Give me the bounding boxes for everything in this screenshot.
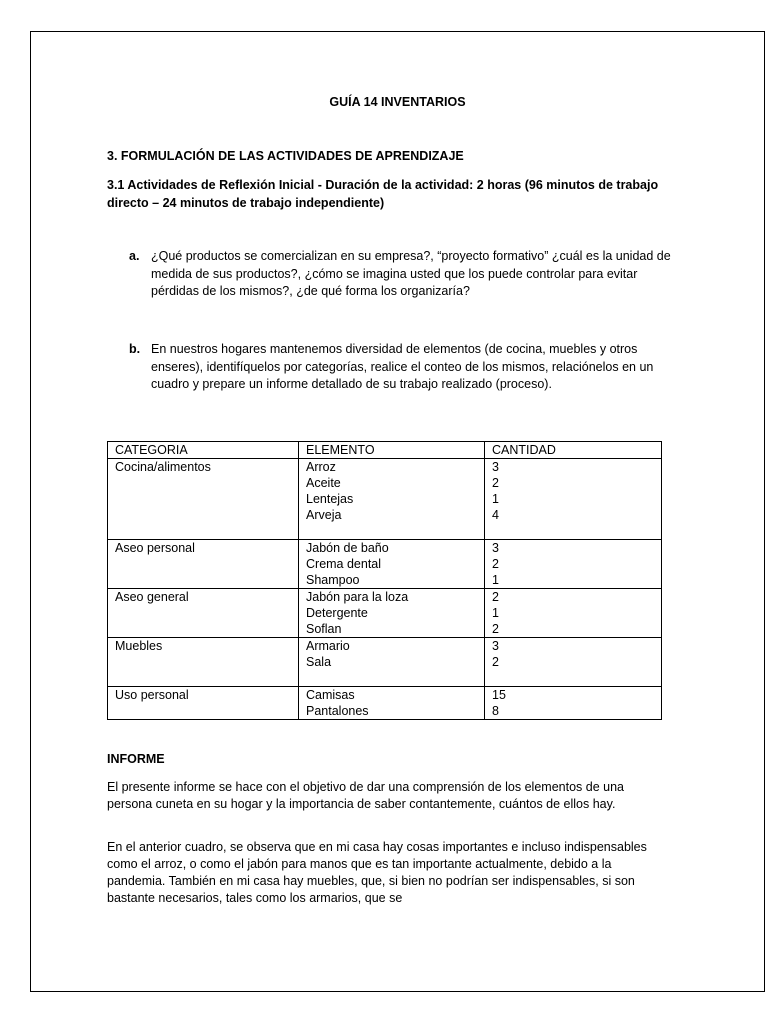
element-cell bbox=[299, 687, 485, 720]
informe-heading: INFORME bbox=[107, 752, 165, 766]
element-name: Soflan bbox=[306, 622, 342, 636]
category-cell: Aseo personal bbox=[108, 540, 299, 589]
element-name: Shampoo bbox=[306, 573, 360, 587]
item-text: En nuestros hogares mantenemos diversidad de elementos (de cocina, muebles y otros enseres), identifíquelos por categorías, realice el conteo de los mismos, relaciónelos en un cuadro y prepare un informe detallado de su trabajo realizado (proceso). bbox=[151, 342, 654, 391]
paragraph: El presente informe se hace con el objetivo de dar una comprensión de los elementos de una persona cuneta en su hogar y la importancia de saber contantemente, cuántos de ellos hay. bbox=[107, 780, 624, 811]
table-row bbox=[108, 638, 662, 687]
table-row bbox=[108, 589, 662, 638]
document-title: GUÍA 14 INVENTARIOS bbox=[329, 95, 466, 109]
quantity-value: 2 bbox=[492, 655, 499, 669]
category-cell: Aseo general bbox=[108, 589, 299, 638]
element-name: Arroz bbox=[306, 460, 336, 474]
item-label: a. bbox=[129, 249, 140, 263]
quantity-cell bbox=[485, 540, 662, 589]
element-name: Armario bbox=[306, 639, 350, 653]
quantity-value: 1 bbox=[492, 606, 499, 620]
element-cell bbox=[299, 589, 485, 638]
document-page bbox=[30, 31, 765, 992]
element-name bbox=[306, 523, 478, 539]
inventory-table bbox=[107, 441, 662, 720]
category-cell: Muebles bbox=[108, 638, 299, 687]
category-cell: Cocina/alimentos bbox=[108, 459, 299, 540]
quantity-cell bbox=[485, 687, 662, 720]
column-header-element: ELEMENTO bbox=[299, 442, 485, 459]
element-name: Jabón para la loza bbox=[306, 590, 409, 604]
element-name: Lentejas bbox=[306, 492, 354, 506]
element-name: Jabón de baño bbox=[306, 541, 389, 555]
table-row bbox=[108, 459, 662, 540]
quantity-cell bbox=[485, 638, 662, 687]
table-row bbox=[108, 687, 662, 720]
paragraph: En el anterior cuadro, se observa que en mi casa hay cosas importantes e incluso indispensables como el arroz, o como el jabón para manos que es tan importante actualmente, debido a la pandemia. También en mi casa hay muebles, que, si bien no podrían ser indispensables, si son bastante necesarios, tales como los armarios, que se bbox=[107, 840, 647, 905]
quantity-value: 15 bbox=[492, 688, 506, 702]
quantity-value bbox=[492, 523, 655, 539]
element-name bbox=[306, 670, 478, 686]
quantity-value: 2 bbox=[492, 476, 499, 490]
element-name: Pantalones bbox=[306, 704, 369, 718]
table-body bbox=[108, 459, 662, 720]
category-cell: Uso personal bbox=[108, 687, 299, 720]
element-cell bbox=[299, 638, 485, 687]
element-name: Aceite bbox=[306, 476, 341, 490]
quantity-value: 1 bbox=[492, 573, 499, 587]
element-name: Detergente bbox=[306, 606, 368, 620]
quantity-cell bbox=[485, 589, 662, 638]
quantity-value: 4 bbox=[492, 508, 499, 522]
subsection-heading: 3.1 Actividades de Reflexión Inicial - Duración de la actividad: 2 horas (96 minutos de trabajo directo – 24 minutos de trabajo independiente) bbox=[107, 178, 659, 210]
element-cell bbox=[299, 540, 485, 589]
quantity-value: 1 bbox=[492, 492, 499, 506]
section-heading: 3. FORMULACIÓN DE LAS ACTIVIDADES DE APRENDIZAJE bbox=[107, 149, 464, 163]
element-name: Crema dental bbox=[306, 557, 382, 571]
quantity-value: 3 bbox=[492, 460, 499, 474]
item-text: ¿Qué productos se comercializan en su empresa?, “proyecto formativo” ¿cuál es la unidad de medida de sus productos?, ¿cómo se imagina usted que los puede controlar para evitar pérdidas de los mismos?, ¿de qué forma los organizaría? bbox=[151, 249, 671, 298]
quantity-value: 2 bbox=[492, 557, 499, 571]
element-name: Camisas bbox=[306, 688, 355, 702]
quantity-value: 2 bbox=[492, 622, 499, 636]
quantity-cell bbox=[485, 459, 662, 540]
element-name: Sala bbox=[306, 655, 332, 669]
quantity-value: 2 bbox=[492, 590, 499, 604]
element-cell bbox=[299, 459, 485, 540]
quantity-value: 3 bbox=[492, 541, 499, 555]
table-row bbox=[108, 540, 662, 589]
table-header-row bbox=[108, 442, 662, 459]
element-name: Arveja bbox=[306, 508, 342, 522]
quantity-value bbox=[492, 670, 655, 686]
item-label: b. bbox=[129, 342, 141, 356]
quantity-value: 3 bbox=[492, 639, 499, 653]
column-header-category: CATEGORIA bbox=[108, 442, 299, 459]
column-header-quantity: CANTIDAD bbox=[485, 442, 662, 459]
quantity-value: 8 bbox=[492, 704, 499, 718]
